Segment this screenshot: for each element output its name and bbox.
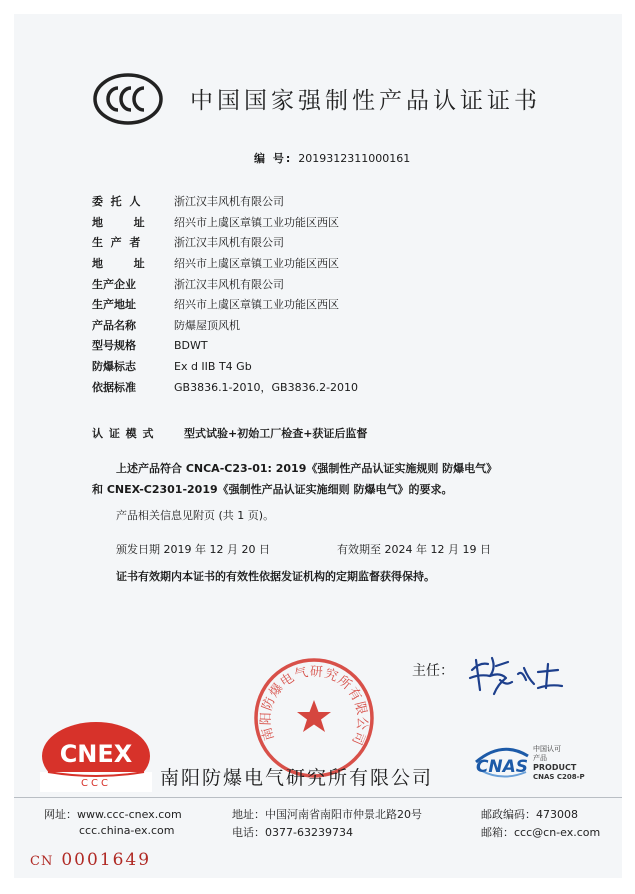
field-row bbox=[92, 335, 358, 356]
field-row bbox=[92, 356, 358, 377]
cnex-logo bbox=[40, 720, 152, 792]
cnex-logo-subtext: CCC bbox=[81, 778, 111, 789]
certificate-fields bbox=[92, 191, 358, 397]
field-key: 生产企业 bbox=[92, 277, 136, 291]
field-value: 绍兴市上虞区章镇工业功能区西区 bbox=[174, 215, 339, 229]
footer-address-label: 地址： bbox=[232, 808, 265, 821]
field-row bbox=[92, 253, 358, 274]
cnas-label-cn: 中国认可 bbox=[533, 745, 561, 753]
field-row bbox=[92, 376, 358, 397]
valid-until-date: 有效期至 2024 年 12 月 19 日 bbox=[337, 543, 491, 556]
footer-email-value[interactable]: ccc@cn-ex.com bbox=[514, 826, 601, 839]
issue-date: 颁发日期 2019 年 12 月 20 日 bbox=[116, 543, 270, 556]
footer-address bbox=[232, 806, 422, 822]
field-row bbox=[92, 294, 358, 315]
compliance-statement-line2: 和 CNEX-C2301-2019《强制性产品认证实施细则 防爆电气》的要求。 bbox=[92, 483, 453, 496]
footer-website-link-2[interactable]: ccc.china-ex.com bbox=[79, 824, 175, 837]
field-key: 防爆标志 bbox=[92, 360, 136, 374]
footer-phone-value: 0377-63239734 bbox=[265, 826, 353, 839]
footer-address-value: 中国河南省南阳市仲景北路20号 bbox=[265, 808, 422, 821]
certificate-number-value: 2019312311000161 bbox=[298, 152, 411, 165]
ccc-logo bbox=[93, 73, 163, 125]
field-key: 型号规格 bbox=[92, 339, 136, 353]
footer-postcode-value: 473008 bbox=[536, 808, 578, 821]
cnex-logo-text: CNEX bbox=[59, 740, 133, 768]
certificate-number-label: 编 号: bbox=[254, 152, 293, 165]
field-row bbox=[92, 191, 358, 212]
compliance-statement-line1: 上述产品符合 CNCA-C23-01: 2019《强制性产品认证实施规则 防爆电气》 bbox=[116, 462, 498, 475]
validity-notice: 证书有效期内本证书的有效性依据发证机构的定期监督获得保持。 bbox=[116, 570, 435, 583]
footer-phone-label: 电话： bbox=[232, 826, 265, 839]
cnas-logo bbox=[472, 742, 532, 786]
footer-website-link-1[interactable]: www.ccc-cnex.com bbox=[77, 808, 182, 821]
field-row bbox=[92, 212, 358, 233]
cnas-logo-text: CNAS bbox=[475, 757, 529, 777]
certification-mode-value: 型式试验+初始工厂检查+获证后监督 bbox=[184, 427, 368, 440]
footer-website bbox=[44, 806, 182, 822]
field-value: 浙江汉丰风机有限公司 bbox=[174, 236, 284, 250]
field-key: 生 产 者 bbox=[92, 236, 141, 250]
field-value: 绍兴市上虞区章镇工业功能区西区 bbox=[174, 298, 339, 312]
serial-prefix: CN bbox=[30, 854, 54, 869]
field-key: 产品名称 bbox=[92, 318, 136, 332]
certificate-title: 中国国家强制性产品认证证书 bbox=[190, 88, 541, 114]
footer-postcode bbox=[481, 806, 578, 822]
serial-number bbox=[30, 850, 151, 870]
footer-postcode-label: 邮政编码： bbox=[481, 808, 536, 821]
certificate-number bbox=[254, 150, 410, 166]
field-row bbox=[92, 315, 358, 336]
field-key: 地 址 bbox=[92, 215, 145, 229]
field-value: 防爆屋顶风机 bbox=[174, 318, 240, 332]
footer-email-label: 邮箱： bbox=[481, 826, 514, 839]
seal-arc-text: 南阳防爆电气研究所有限公司 bbox=[258, 664, 370, 748]
cnas-label-product-cn: 产品 bbox=[533, 754, 547, 762]
appendix-note: 产品相关信息见附页 (共 1 页)。 bbox=[116, 509, 275, 522]
field-key: 生产地址 bbox=[92, 298, 136, 312]
field-value: GB3836.1-2010，GB3836.2-2010 bbox=[174, 380, 359, 394]
seal-star-icon bbox=[297, 700, 331, 732]
field-key: 委 托 人 bbox=[92, 195, 141, 209]
cnas-label-product: PRODUCT bbox=[533, 763, 577, 772]
serial-value: 0001649 bbox=[61, 850, 152, 870]
issuing-organization: 南阳防爆电气研究所有限公司 bbox=[160, 767, 434, 789]
field-row bbox=[92, 232, 358, 253]
director-signature bbox=[466, 650, 566, 698]
official-seal bbox=[252, 656, 376, 780]
field-value: 浙江汉丰风机有限公司 bbox=[174, 195, 284, 209]
footer-website-label: 网址： bbox=[44, 808, 77, 821]
footer-email bbox=[481, 824, 600, 840]
field-value: Ex d IIB T4 Gb bbox=[174, 359, 252, 373]
certification-mode bbox=[92, 425, 367, 441]
cnas-label-code: CNAS C208-P bbox=[533, 773, 585, 781]
field-value: BDWT bbox=[174, 338, 208, 352]
field-value: 绍兴市上虞区章镇工业功能区西区 bbox=[174, 257, 339, 271]
field-row bbox=[92, 273, 358, 294]
director-label: 主任： bbox=[412, 663, 454, 679]
field-key: 地 址 bbox=[92, 257, 145, 271]
footer-phone bbox=[232, 824, 353, 840]
certification-mode-label: 认 证 模 式 bbox=[92, 427, 155, 440]
footer-divider bbox=[14, 797, 622, 798]
field-value: 浙江汉丰风机有限公司 bbox=[174, 277, 284, 291]
field-key: 依据标准 bbox=[92, 380, 136, 394]
